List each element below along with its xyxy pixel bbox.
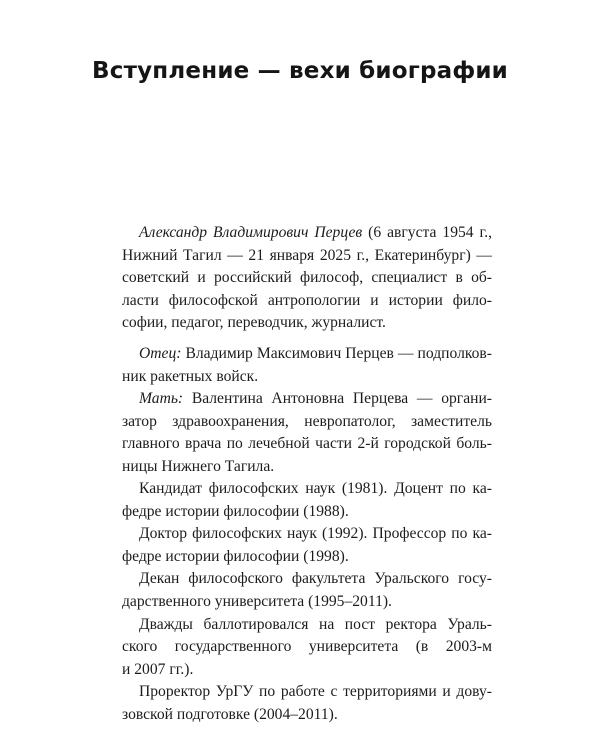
mother-label: Мать: <box>139 390 184 408</box>
text-line: Декан философского факультета Уральского госу- <box>139 570 492 588</box>
chapter-title: Вступление — вехи биографии <box>92 58 508 84</box>
text-line: Доктор философских наук (1992). Профессор по ка- <box>139 525 492 543</box>
text-line: ник ракетных войск. <box>122 367 259 385</box>
text-line: Проректор УрГУ по работе с территориями и дову- <box>139 683 492 701</box>
text-line: зовской подготовке (2004–2011). <box>122 705 338 723</box>
text-line: Отец: Владимир Максимович Перцев — подполков- <box>139 345 492 362</box>
text-line: дарственного университета (1995–2011). <box>122 592 392 610</box>
text-line: ского государственного университета (в 2003-м <box>122 638 492 656</box>
father-label: Отец: <box>139 345 182 362</box>
text-line: Александр Владимирович Перцев (6 августа 1954 г., <box>139 224 492 241</box>
text-line: Кандидат философских наук (1981). Доцент по ка- <box>139 480 492 497</box>
text-line: Дважды баллотировался на пост ректора Ураль- <box>139 615 492 633</box>
text-line: федре истории философии (1998). <box>122 547 349 565</box>
text-line: софии, педагог, переводчик, журналист. <box>122 314 386 332</box>
text-line: Нижний Тагил — 21 января 2025 г., Екатеринбург) — <box>122 246 492 264</box>
text-line: главного врача по лечебной части 2-й городской боль- <box>122 435 492 453</box>
text-line: и 2007 гг.). <box>122 660 194 678</box>
person-name: Александр Владимирович Перцев <box>139 224 363 241</box>
text-line: федре истории философии (1988). <box>122 502 349 520</box>
biography-paragraph <box>122 222 492 335</box>
text-line: Мать: Валентина Антоновна Перцева — органи- <box>139 390 492 408</box>
family-section <box>122 343 492 479</box>
text-line: ницы Нижнего Тагила. <box>122 457 275 475</box>
text-line: советский и российский философ, специалист в об- <box>122 269 492 287</box>
career-section <box>122 478 492 727</box>
text-line: затор здравоохранения, невропатолог, заместитель <box>122 412 492 430</box>
text-line: ласти философской антропологии и истории фило- <box>122 291 492 309</box>
